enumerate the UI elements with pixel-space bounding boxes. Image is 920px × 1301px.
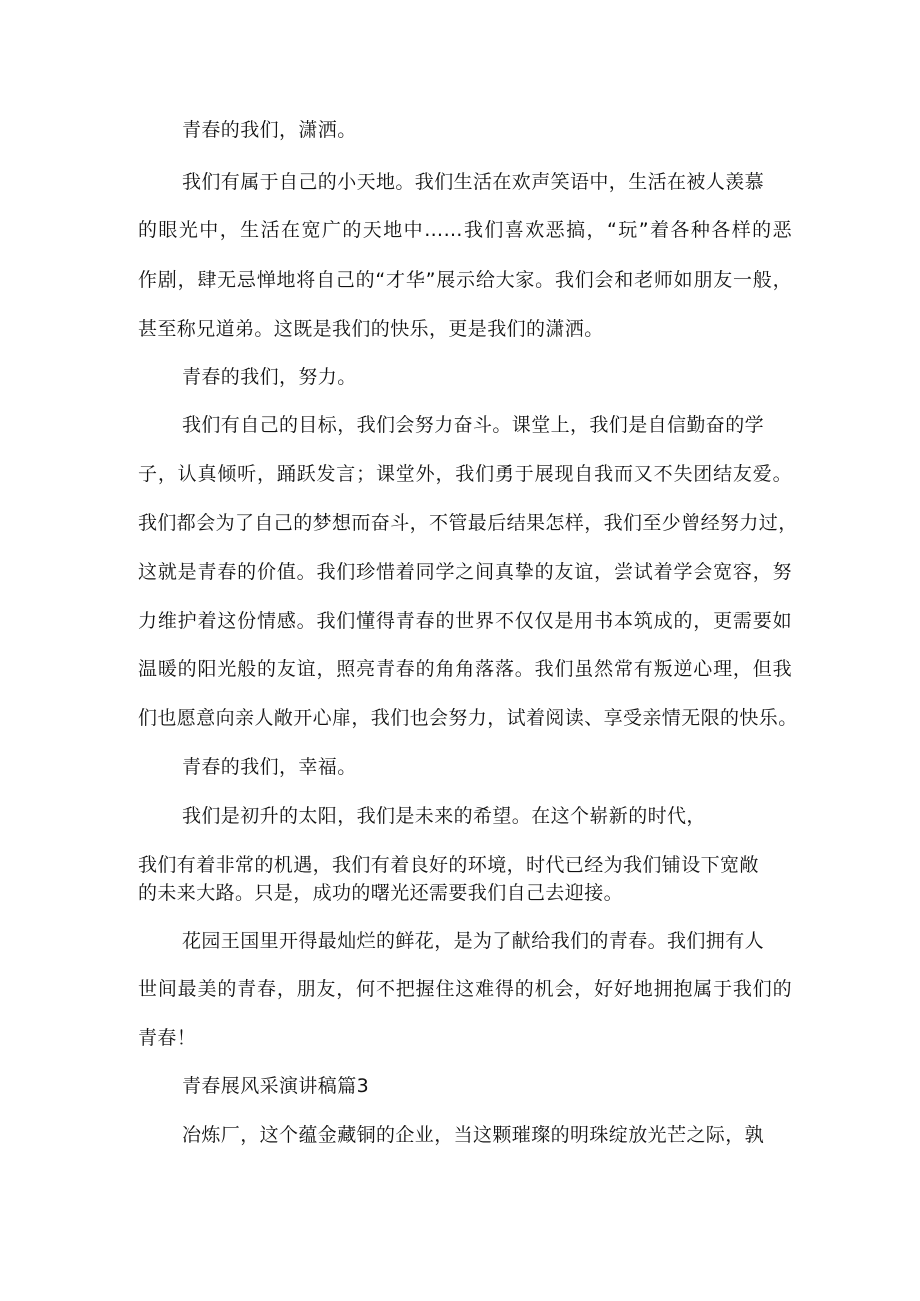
paragraph-line: 花园王国里开得最灿烂的鲜花，是为了献给我们的青春。我们拥有人 <box>182 930 765 952</box>
paragraph-line: 子，认真倾听，踊跃发言；课堂外，我们勇于展现自我而又不失团结友爱。 <box>138 463 792 485</box>
paragraph-line: 我们都会为了自己的梦想而奋斗，不管最后结果怎样，我们至少曾经努力过， <box>138 512 798 534</box>
paragraph-line: 我们是初升的太阳，我们是未来的希望。在这个崭新的时代， <box>182 805 706 827</box>
paragraph-line: 冶炼厂，这个蕴金藏铜的企业，当这颗璀璨的明珠绽放光芒之际，孰 <box>182 1124 765 1146</box>
paragraph-line: 力维护着这份情感。我们懂得青春的世界不仅仅是用书本筑成的，更需要如 <box>138 610 792 632</box>
paragraph-line: 们也愿意向亲人敞开心扉，我们也会努力，试着阅读、享受亲情无限的快乐。 <box>138 707 798 729</box>
paragraph-line: 我们有着非常的机遇，我们有着良好的环境，时代已经为我们铺设下宽敞 <box>138 854 759 876</box>
paragraph-line: 这就是青春的价值。我们珍惜着同学之间真挚的友谊，尝试着学会宽容，努 <box>138 561 792 583</box>
paragraph-line: 世间最美的青春，朋友，何不把握住这难得的机会，好好地拥抱属于我们的 <box>138 978 792 1000</box>
paragraph-line: 的眼光中，生活在宽广的天地中……我们喜欢恶搞，“玩”着各种各样的恶 <box>138 219 792 241</box>
paragraph-line: 的未来大路。只是，成功的曙光还需要我们自己去迎接。 <box>138 882 624 904</box>
paragraph-line: 青春！ <box>138 1027 197 1049</box>
paragraph-line: 我们有属于自己的小天地。我们生活在欢声笑语中，生活在被人羡慕 <box>182 171 765 193</box>
paragraph-line: 我们有自己的目标，我们会努力奋斗。课堂上，我们是自信勤奋的学 <box>182 414 765 436</box>
paragraph-line: 甚至称兄道弟。这既是我们的快乐，更是我们的潇洒。 <box>138 318 604 340</box>
paragraph-line: 作剧，肆无忌惮地将自己的“才华”展示给大家。我们会和老师如朋友一般， <box>138 269 792 291</box>
section-heading-carefree: 青春的我们，潇洒。 <box>182 119 357 141</box>
section-heading-effort: 青春的我们，努力。 <box>182 366 357 388</box>
paragraph-line: 温暖的阳光般的友谊，照亮青春的角角落落。我们虽然常有叛逆心理，但我 <box>138 658 792 680</box>
article-title: 青春展风采演讲稿篇3 <box>182 1075 370 1097</box>
section-heading-happiness: 青春的我们，幸福。 <box>182 756 357 778</box>
